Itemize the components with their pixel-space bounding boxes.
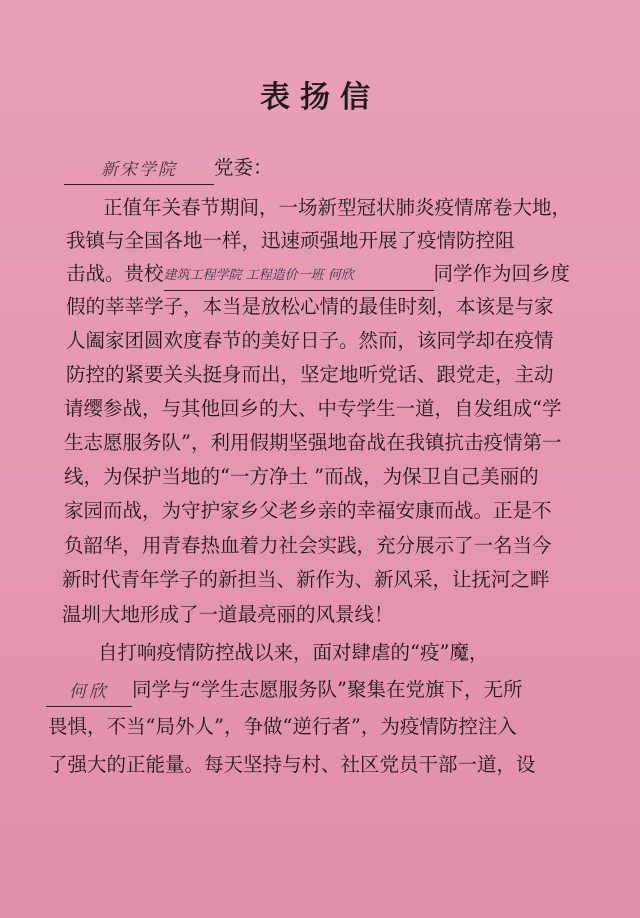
school-name-handwritten: 新宋学院	[64, 158, 214, 185]
p1-line-5: 人阖家团圆欢度春节的美好日子。然而，该同学却在疫情	[66, 329, 554, 352]
p1-line-1: 正值年关春节期间，一场新型冠状肺炎疫情席卷大地，	[103, 196, 572, 219]
salutation-line	[64, 151, 273, 185]
p1-line-11: 负韶华，用青春热血着力社会实践，充分展示了一名当今	[64, 534, 552, 557]
salutation-suffix: 党委：	[214, 156, 273, 179]
p1-line-9: 线，为保护当地的“一方净土 ”而战，为保卫自己美丽的	[64, 465, 539, 488]
p1-line-7: 请缨参战，与其他回乡的大、中专学生一道，自发组成“学	[64, 397, 562, 420]
p2-line-4: 了强大的正能量。每天坚持与村、社区党员干部一道，设	[48, 753, 536, 776]
p1-line-12: 新时代青年学子的新担当、新作为、新风采，让抚河之畔	[62, 568, 550, 591]
student-name-handwritten: 何欣	[46, 680, 132, 707]
student-info-handwritten: 建筑工程学院 工程造价一班 何欣	[164, 264, 434, 291]
p1-line-13: 温圳大地形成了一道最亮丽的风景线！	[62, 603, 394, 626]
p1-line-8: 生志愿服务队”，利用假期坚强地奋战在我镇抗击疫情第一	[64, 431, 562, 454]
p1-line-3-suffix: 同学作为回乡度	[433, 262, 571, 285]
p1-line-6: 防控的紧要关头挺身而出，坚定地听党话、跟党走，主动	[66, 363, 554, 386]
p2-line-2-suffix: 同学与“学生志愿服务队”聚集在党旗下，无所	[132, 678, 523, 701]
letter-title: 表扬信	[260, 80, 380, 115]
p2-line-1: 自打响疫情防控战以来，面对肆虐的“疫”魔，	[98, 641, 489, 664]
p1-line-3-prefix: 击战。贵校	[66, 262, 164, 285]
p1-line-4: 假的莘莘学子，本当是放松心情的最佳时刻，本该是与家	[66, 295, 554, 318]
p1-line-3	[66, 257, 570, 291]
p2-line-3: 畏惧，不当“局外人”，争做“逆行者”，为疫情防控注入	[48, 715, 517, 738]
p1-line-2: 我镇与全国各地一样，迅速顽强地开展了疫情防控阻	[66, 229, 515, 252]
p2-line-2	[46, 673, 522, 707]
p1-line-10: 家园而战，为守护家乡父老乡亲的幸福安康而战。正是不	[64, 499, 552, 522]
